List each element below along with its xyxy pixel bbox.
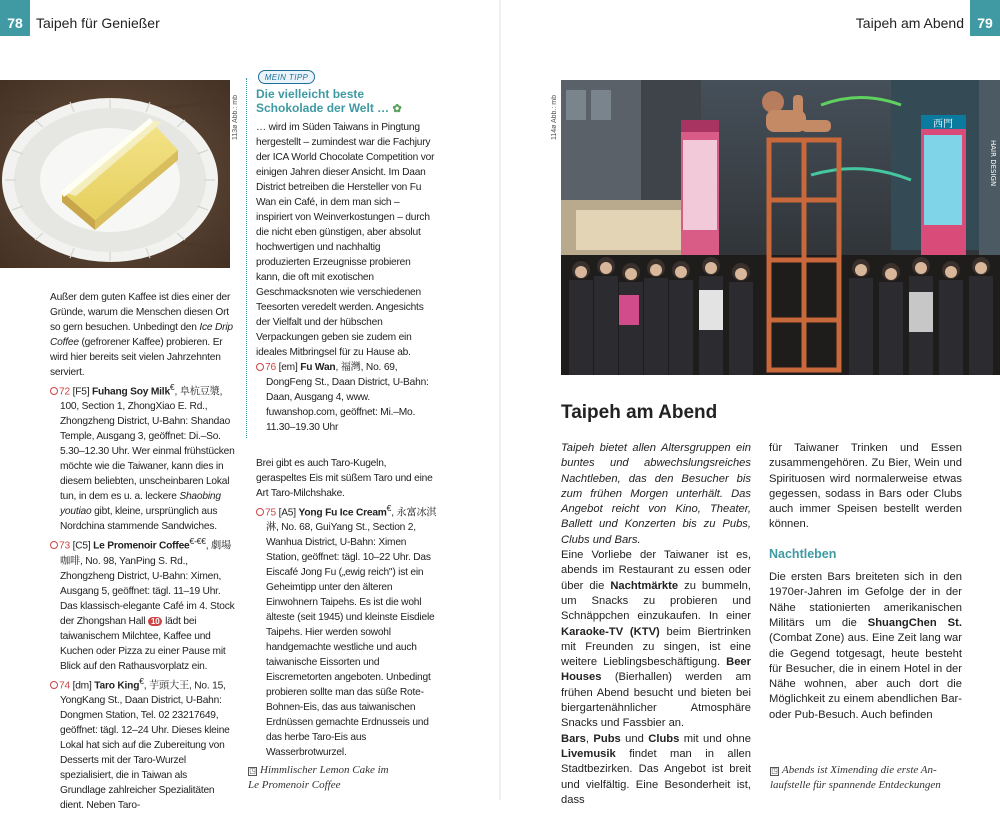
left-photo-credit: 113ø Abb.: mb [232, 94, 239, 140]
left-running-title: Taipeh für Genießer [36, 15, 160, 31]
lemon-cake-photo [0, 80, 230, 268]
left-page-number: 78 [0, 0, 30, 36]
entry-76: 76 [em] Fu Wan, 福灣, No. 69, DongFeng St., Daan District, U-Bahn: Daan, Ausgang 4, www. fuwanshop.com, geöffnet: Mi.–Mo. 11.30–19.30 Uhr [256, 360, 436, 435]
map-pin-icon [50, 541, 58, 549]
entry-75: 75 [A5] Yong Fu Ice Cream€, 永富冰淇淋, No. 68, GuiYang St., Section 2, Wanhua District, U-Bahn: Ximen Station, geöffnet: tägl. 10–22 Uhr. Das Eiscafé Jong Fu („ewig reich") ist ein Geheimtipp unter den älteren Einwohnern Taipehs. Es ist die wohl älteste (seit 1945) und kleinste Eisdiele Taipehs. Hier werden sowohl handgemachte westliche und auch taiwanische Eissorten und Eiscremetorten angeboten. Unbedingt probieren sollte man das süße Rote-Bohnen-Eis, das aus taiwanischen Erdnüssen gemachte Erdnusseis und das herbe Taro-Eis aus Wasserbrotwurzel. [256, 501, 438, 760]
nachtleben-subheading: Nachtleben [769, 546, 837, 561]
right-photo-credit: 114ø Abb.: mb [551, 94, 558, 140]
right-column-2 [769, 441, 962, 723]
right-page-header [500, 0, 1000, 36]
right-running-title: Taipeh am Abend [855, 15, 964, 31]
clover-icon: ✿ [392, 103, 402, 115]
place-ref-badge: 10 [148, 617, 163, 626]
hair-design-sign: HAIR DESIGN [989, 140, 997, 187]
left-page-header [0, 0, 500, 36]
paragraph-dining: Eine Vorliebe der Taiwaner ist es, abends im Restaurant zu essen oder über die Nachtmärkte zu bummeln, um Snacks zu probieren und Schnäppchen einzukaufen. In einer Karaoke-TV (KTV) beim Biertrinken mit Freunden zu singen, ist eine weitere Lieblingsbeschäftigung. Beer Houses (Bierhallen) werden am frühen Abend besucht und bieten bei biergartenähnlicher Atmosphäre Snacks und Fassbier an. [561, 549, 752, 730]
tipp-heading: Die vielleicht beste Schokolade der Welt … ✿ [256, 87, 402, 115]
street-photo-caption: ◳ Abends ist Ximending die erste An- laufstelle für spannende Entdeckungen [770, 764, 941, 791]
tipp-text [256, 120, 436, 435]
continuation-paragraph: für Taiwaner Trinken und Essen zusammengehören. Zu Bier, Wein und Spirituosen wird normalerweise etwas gegessen, sodass in Bars oder Clubs auch immer Speisen bestellt werden können. [769, 442, 962, 531]
tipp-box-border [246, 78, 247, 438]
photo-ref-icon: ◳ [771, 767, 778, 775]
right-page-number: 79 [970, 0, 1000, 36]
entry-73: 73 [C5] Le Promenoir Coffee€-€€, 劇場咖啡, No. 98, YanPing S. Rd., Zhongzheng District, U-Bahn: Ximen, Ausgang 5, geöffnet: tägl. 11–19 Uhr. Das klassisch-elegante Café im 4. Stock der Zhongshan Hall 10 lädt bei taiwanischem Milchtee, Kaffee und Kuchen oder Pizza zu einer Pause mit Blick auf den Rathausvorplatz ein. [50, 534, 235, 673]
page-fold [499, 0, 501, 800]
paragraph-bars: Bars, Pubs und Clubs mit und ohne Livemusik findet man in allen Stadtbezirken. Das Angebot ist breit und vielfältig. Eine Besonderheit ist, dass [561, 732, 752, 806]
cake-photo-caption: ◳ Himmlischer Lemon Cake im Le Promenoir Coffee [248, 764, 389, 791]
taro-continuation: Brei gibt es auch Taro-Kugeln, geraspeltes Eis mit süßem Taro und eine Art Taro-Milchshake. [256, 458, 433, 499]
tipp-body: … wird im Süden Taiwans in Pingtung hergestellt – zumindest war die Fachjury der ICA World Chocolate Competition vor einigen Jahren dieser Ansicht. Im Daan District betreiben die Hersteller von Fu Wan ein Café, in dem man sich – inspiriert von Weinverkostungen – durch die nicht eben günstigen, aber absolut hochwertigen und nachhaltig produzierten Erzeugnisse probieren kann, die oft mit exotischen Geschmacksnoten wie verschiedenen Teesorten veredelt werden. Angesichts der Vielfalt und der hübschen Verpackungen geben sie zudem ein ideales Mitbringsel für zu Hause ab. [256, 122, 435, 358]
map-pin-icon [50, 681, 58, 689]
right-column-1 [561, 441, 751, 808]
map-pin-icon [50, 387, 58, 395]
intro-paragraph: Außer dem guten Kaffee ist dies einer der Gründe, warum die Menschen diesen Ort so gern besuchen. Unbedingt den Ice Drip Coffee (gefrorener Kaffee) probieren. Er wird hier bereits seit vielen Jahrzehnten serviert. [50, 292, 233, 378]
nachtleben-paragraph: Die ersten Bars breiteten sich in den 1970er-Jahren im Gefolge der in der Nähe stationierten amerikanischen Militärs um die ShuangChen St. (Combat Zone) aus. Eine Zeit lang war die Gegend totgesagt, heute besteht für Besucher, die in einem Hotel in der Nähe wohnen, aber auch dort die Möglichkeit zu einem abendlichen Bar- oder Pub-Besuch. Auch befinden [769, 571, 962, 721]
entry-74: 74 [dm] Taro King€, 芋頭大王, No. 15, YongKang St., Daan District, U-Bahn: Dongmen Station, Tel. 02 23217649, geöffnet: tägl. 12–24 Uhr. Dieses kleine Lokal hat sich auf die Zubereitung von Desserts mit der Taro-Wurzel spezialisiert, die in Taiwan als Grundlage zahlreicher Spezialitäten dient. Neben Taro- [50, 674, 235, 813]
entry-72: 72 [F5] Fuhang Soy Milk€, 阜杭豆漿, 100, Section 1, ZhongXiao E. Rd., Zhongzheng District, U-Bahn: Shandao Temple, Ausgang 3, geöffnet: Di.–So. 5.30–12.30 Uhr. Wer einmal frühstücken möchte wie die Taiwaner, kann dies in diesem beliebten, unscheinbaren Lokal tun, in dem es u. a. leckere Shaobing youtiao gibt, kleine, ursprünglich aus Nordchina stammende Sandwiches. [50, 380, 235, 534]
map-pin-icon [256, 508, 264, 516]
section-heading: Taipeh am Abend [561, 402, 718, 423]
left-text-column [50, 290, 235, 813]
ximending-night-photo [561, 80, 1000, 375]
middle-text-column [256, 456, 438, 760]
ximen-sign-text: 西門 [933, 119, 953, 130]
section-intro: Taipeh bietet allen Altersgruppen ein buntes und abwechslungsreiches Nachtleben, das den Besucher bis zum frühen Morgen unterhält. Das Angebot reicht von Kino, Theater, Ballett und Konzerten bis zu Pubs, Clubs und Bars. [561, 442, 751, 546]
map-pin-icon [256, 363, 264, 371]
photo-ref-icon: ◳ [249, 767, 256, 775]
mein-tipp-badge: MEIN TIPP [258, 70, 315, 84]
